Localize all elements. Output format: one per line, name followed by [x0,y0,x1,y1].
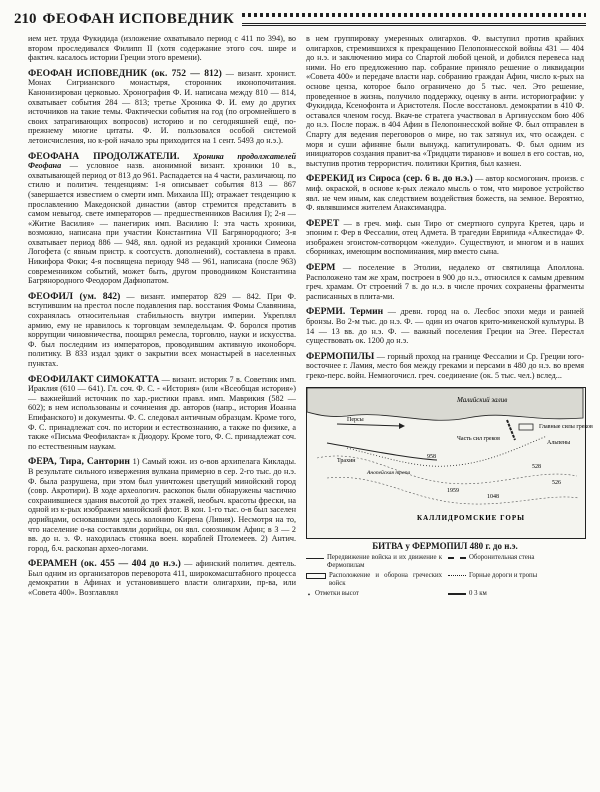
legend-item [306,572,442,588]
route-icon [448,575,466,576]
left-column [28,34,296,786]
height-mark: 526 [552,479,561,486]
legend-label: 0 3 км [469,590,487,598]
trachis-label: Трахин [337,457,356,464]
defense-icon [306,573,326,579]
map-legend [306,554,584,598]
entry-feofilakt [28,375,296,452]
height-icon: • [307,591,311,600]
entry-feofil [28,292,296,369]
gulf-shape [307,388,583,420]
entry-headword: ФЕРМ [306,262,336,274]
legend-item [448,554,584,570]
entry-text: — визант. историк 7 в. Советник имп. Ираклия (610 — 641). Гл. соч. Ф. С. - «История» (или «Всеобщая история») — важнейший источник по хар.-ристики правл. имп. Маврикия (582 — 602); в нем использованы и сочинения др. авторов (напр., история Иоанна Епифанского) и документы. Ф. С. следовал античным образцам. Кроме того, Ф. С. принадлежат соч. по истории и естествознанию, а также по физике, а также «Письма Феофилакта» к Диодору. Кроме того, Ф. С. принадлежат соч. по естественным наукам. [28,374,296,451]
entry-continuation [306,34,584,168]
arrowhead-icon [399,423,405,429]
greek-position [519,424,533,430]
height-mark: 1959 [447,487,459,494]
legend-label: Оборонительная стена [469,554,535,562]
entry-text: ием нет. труда Фукидида (изложение охватывало период с 411 по 394), во втором проследивался Филипп II (хотя содержание этого соч. шире и фактич. касалось истории Греции этого времени). [28,34,296,63]
persian-arrow [337,424,402,426]
entry-headword: ФЕОФАНА ПРОДОЛЖАТЕЛИ. [28,150,180,162]
height-mark: 1048 [487,493,499,500]
entry-headword: ФЕРМИ. Термин [306,306,384,318]
entry-text: — афинский политич. деятель. Был одним из организаторов переворота 411, широкомасштабного процесса демократии в Афинах и установившего власти олигархии, пр-ва, или «Совета 400». Возглавлял [28,559,296,598]
entry-text: — в греч. миф. сын Тиро от смертного супруга Кретея, царь и эпоним г. Фер в Фессалии, отец Адмета. В трагедии Еврипида «Алкестида» Ф. изображен эгоистом-сотворцом «желуди». Существуют, и многом и в наших сборниках, имеющим воспоминания, мир вместо сына. [306,218,584,257]
legend-item [306,590,442,598]
entry-feofana-prodolzhateli [28,152,296,286]
entry-text: — автор космогонич. произв. с миф. окраской, в основе к-рых лежало мысль о том, что мировое устройство явл. не чем иным, как следствием воздействия божеств, на земное. Вероятно, Ф. являвшимся жителем Анаксимандра. [306,174,585,213]
entry-fermi [306,307,584,345]
entry-text: — визант. император 829 — 842. При Ф. вступившим на престол после подавления пар. восстания Фомы Славянина, сохранялась относительная стабильность внутри империи. Укреплял армию, ему не нравилось к торговцам земледельцам. Ф. боролся против коррупции чиновничества, поощрял ремесла, торговлю, науки и искусства. Ф. был последним из императоров, проводившим активную иконоборч. политику. В 833 издал эдикт о закрытии всех монастырей в населенных пунктах. [28,291,297,368]
entry-headword: ФЕРМОПИЛЫ [306,350,375,362]
entry-headword: ФЕРА, Тира, Санторин [28,456,130,468]
height-mark: 958 [427,453,436,460]
legend-item [448,572,584,588]
entry-headword: ФЕРЕКИД из Сироса (сер. 6 в. до н.э.) [306,173,473,185]
legend-label: Отметки высот [315,590,359,598]
phocians-label: Часть сил греков [457,435,501,442]
entry-ferm [306,263,584,301]
greeks-label: Главные силы греков [539,423,593,430]
entry-headword: ФЕОФАН ИСПОВЕДНИК (ок. 752 — 812) [28,67,222,79]
alpeni-label: Альпены [547,439,571,446]
entry-fermopily [306,352,584,381]
entry-headword: ФЕРАМЕН (ок. 455 — 404 до н.э.) [28,558,181,570]
defense-wall [507,420,515,440]
entry-text: — визант. хронист. Монах Сигрианского монастыря, сторонник иконопочитания. Канонизирован церковью. Хронография Ф. И. написана между 810 — 814, охватывает события 284 — 813; третье Хроника Ф. И. ему до других источников на такие темы. Фактически события на год (по огромнейшего в своих затрагивающих вопросов) историю и по сегодняшней ещё, по-прежнему многие цитаты. Ф. И. пользовался особой системой летоисчисления, но к-рой начало эры приходится на 1 сент. 5493 до н.э.). [28,68,297,145]
height-mark: 528 [532,463,541,470]
legend-label: Расположение и оборона греческих войск [329,572,442,588]
page-header [14,8,586,30]
entry-feret [306,219,584,257]
entry-text: — поселение в Этолии, недалеко от святилища Аполлона. Расположено там же храм, построен в 900 до н.э., относился к самым древним греч. храмам. От строений 7 в. до н.э. в числе прочих сохранены фрагменты расписанных в плита-ми. [306,263,585,301]
entry-headword: ФЕРЕТ [306,217,340,229]
map-drawing [307,388,593,536]
legend-item [306,554,442,570]
persians-label: Персы [347,416,364,423]
entry-text: в нем группировку умеренных олигархов. Ф. выступил против крайних олигархов, стремившихся к прекращению Пелопоннесской войны 431 — 404 до н.э. и заключению мира со Спартой любой ценой, и добился перевеса над ними. Но его предложению пар. собрание приняло решение о ликвидации «Совета 400» и передаче власти нар. собранию граждан Афин, число к-рых на основе ценза, которое было ограничено до 5 тыс. чел. Это решение, проведенное в жизнь, получило поддержку, оценку в анти. историографии: у Фукидида, Ксенофонта и Аристотеля. После восстановл. демократии в 410 Ф. оставался членом госуд. Вкач-ве стратега участвовал в Аргинусском бою 406 до н.э. После пораж. в 404 Афин в Пелопоннесской войне Ф. был отправлен в Спарту для ведения переговоров о мире, но так затянул их, что осажден. с моря и суши афиняне были вынужд. капитулировать. Ф. был одним из инициаторов создания правит-ва «Тридцати тиранов» и вошел в его состав, но, выступив против террористич. политики Крития, был казнен. [306,34,584,168]
arrow-icon [306,558,324,559]
entry-fera [28,457,296,553]
running-title: ФЕОФАН ИСПОВЕДНИК [42,10,235,27]
entry-feramen [28,559,296,597]
entry-feofan-ispovednik [28,69,296,146]
wall-icon [448,557,466,559]
entry-text: 1) Самый южн. из о-вов архипелага Киклады. В результате сильного извержения вулкана примерно в сер. 2-го тыс. до н.э. Ф. была разрушена, при этом был уничтожен цветущий минойский город (совр. Акротири). В ходе археологич. раскопок были обнаружены частично сохранившиеся здания высотой до трех этажей, необыч. красоты фрески, на одной из к-рых изображен минойский флот. В кон. 1-го тыс. о-в был заселен дорийцами, основавшими здесь колонию Кирена (Ливия). Несмотря на то, что население о-ва составляли дорийцы, он явл. союзником Афин; в 3 — 2 вв. до н. э. Ф. находилась стоянка воен. кораблей Птолемеев. 2) Антич. город, б.ч. раскопан архео-логами. [28,457,297,553]
entry-text: — древн. город на о. Лесбос эпохи меди и ранней бронзы. Во 2-м тыс. до н.э. Ф. — один из очагов крито-микенской культуры. В 14 — 13 вв. до н.э. Ф. — важный поселения Греции на Эгее. Перестал существовать ок. 1200 до н.э. [306,307,585,346]
legend-label: Горные дороги и тропы [469,572,538,580]
entry-headword: ФЕОФИЛАКТ СИМОКАТТА [28,373,160,385]
anopaia-path [347,436,547,466]
gulf-label: Малийский залив [457,395,508,404]
entry-headword-italic: Хроника продолжателей Феофана [28,151,297,171]
scale-icon [448,593,466,595]
page-number: 210 [14,10,37,27]
map-caption: БИТВА у ФЕРМОПИЛ 480 г. до н.э. [372,540,518,551]
anopaia-label: Анопейская тропа [367,469,411,476]
thermopylae-map [306,387,593,539]
entry-headword: ФЕОФИЛ (ум. 842) [28,290,121,302]
kallidromos-label: КАЛЛИДРОМСКИЕ ГОРЫ [417,513,525,522]
entry-ferekid [306,174,584,212]
legend-label: Передвижение войска и их движение к Фермопилам [327,554,442,570]
legend-item [448,590,584,598]
right-column [306,34,593,786]
entry-text: — горный проход на границе Фессалии и Ср. Греции юго-восточнее г. Ламия, место боя между греками и персами в 480 до н.э. во время греко-перс. войн. Немногочисл. греч. соединение (ок. 5 тыс. чел.) вслед... [306,351,584,380]
header-ornament [242,13,586,26]
entry-text: — условное назв. анонимной визант. хроники 10 в., охватывающей период от 813 до 961. Распадается на 4 части, различающ. по стилю и политич. тенденциям: 1-я описывает события 813 — 867 (завершается известием о смерти имп. Михаила III); отражает тенденцию к прославлению Македонской династии (автор стремится представить в самом невыгод. свете императоров — предшественников Василия I); 2-я — «Житие Василия» — панегирик имп. Василию I: эта часть хроники, возможно, написана при участии Константина VII Багрянородного; 3-я охватывает период 886 — 948, явл. одной из редакций хроники Симеона Логофета (с явным пристр. к соотсуств. дополнений), составлена в правл. Никифора Фоки; 4-я посвящена периоду 948 — 961, написана (после 963) современником событий, может быть, другом проводником Константина Багрянородного Феодором Дафнопатом. [28,161,296,286]
entry-continuation [28,34,296,63]
